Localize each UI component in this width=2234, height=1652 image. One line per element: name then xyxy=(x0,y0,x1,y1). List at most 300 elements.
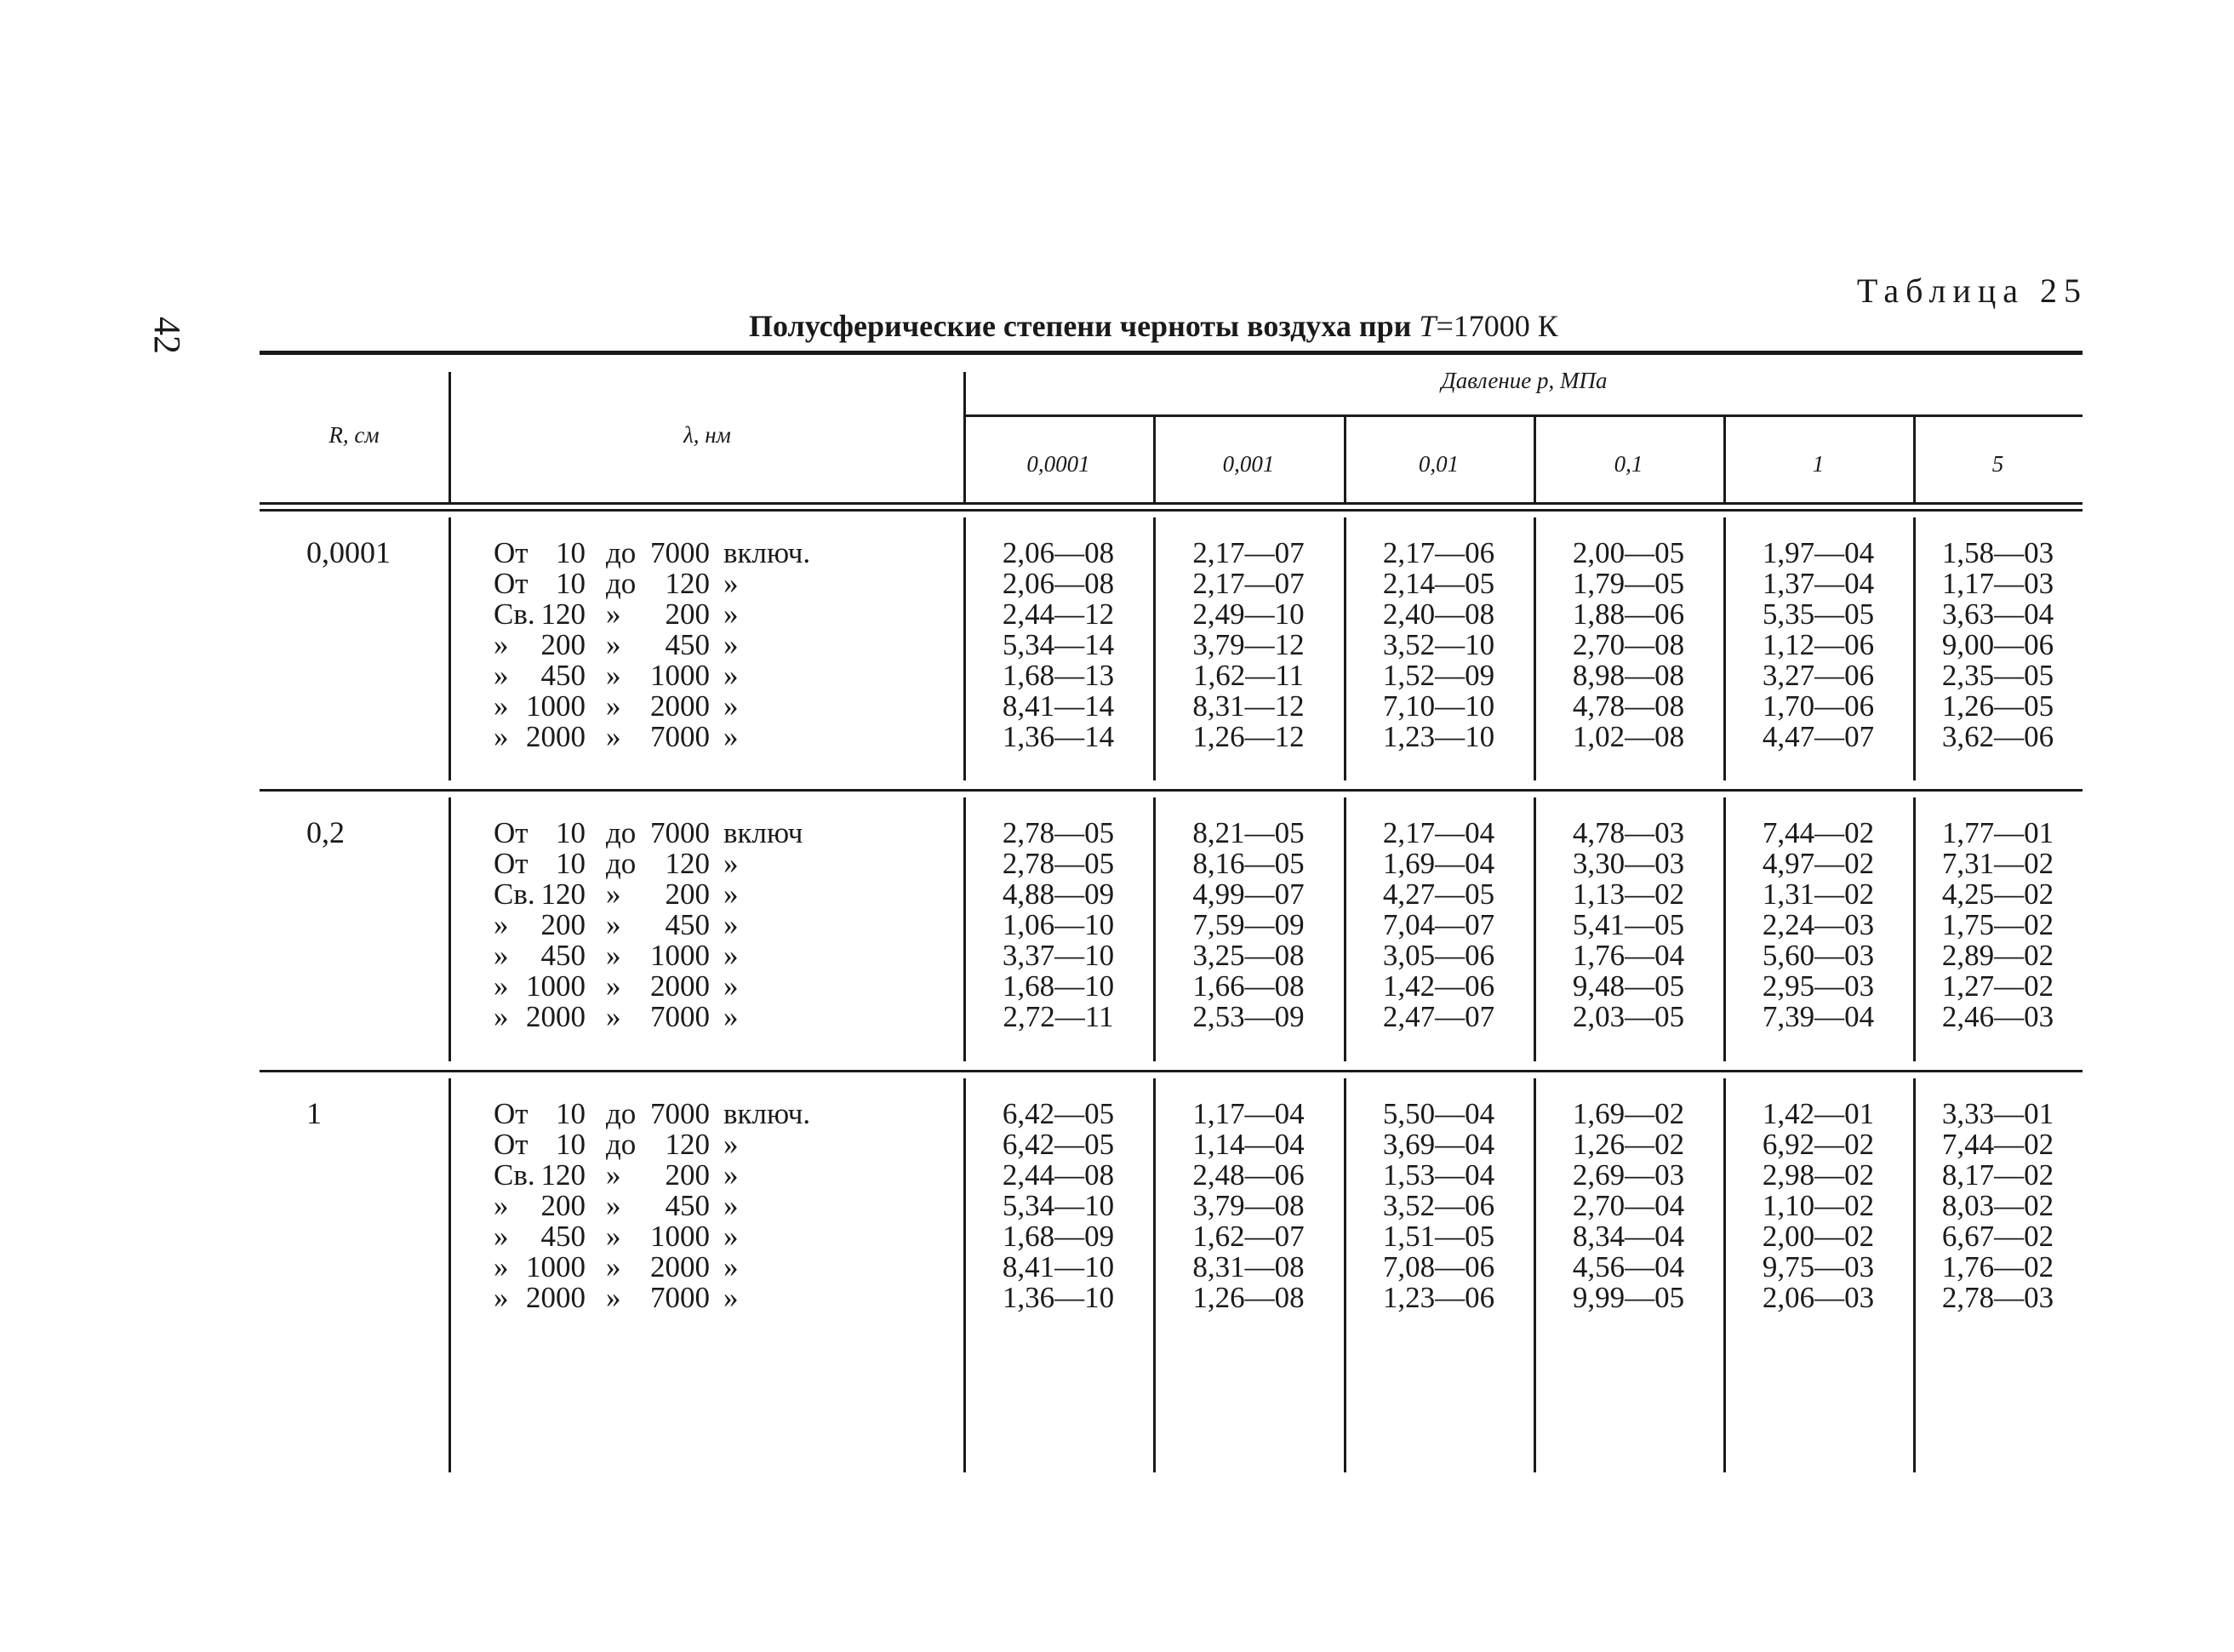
wavelength-range-part: 10 xyxy=(556,847,586,880)
emissivity-column xyxy=(1344,538,1534,752)
emissivity-cell: 7,08—06 xyxy=(1382,1250,1495,1283)
emissivity-cell: 1,58—03 xyxy=(1941,536,2054,569)
emissivity-cell: 2,06—08 xyxy=(1002,567,1115,600)
emissivity-cell: 8,17—02 xyxy=(1941,1158,2054,1192)
emissivity-cell: 2,17—07 xyxy=(1192,567,1305,600)
wavelength-range-row xyxy=(494,879,800,910)
emissivity-cell: 2,46—03 xyxy=(1941,1000,2054,1033)
emissivity-cell: 4,78—03 xyxy=(1572,816,1685,849)
emissivity-cell: 2,89—02 xyxy=(1941,939,2054,972)
wavelength-range-part: » xyxy=(606,1250,621,1283)
emissivity-cell: 8,41—10 xyxy=(1002,1250,1115,1283)
wavelength-range-part: 450 xyxy=(540,939,586,972)
emissivity-cell: 7,10—10 xyxy=(1382,689,1495,723)
emissivity-cell: 1,37—04 xyxy=(1762,567,1875,600)
emissivity-cell: 2,69—03 xyxy=(1572,1158,1685,1192)
wavelength-range-list xyxy=(494,1097,811,1314)
wavelength-range-row xyxy=(494,1002,800,1032)
wavelength-range-part: » xyxy=(494,908,509,941)
emissivity-column xyxy=(1913,538,2083,752)
wavelength-range-part: 10 xyxy=(556,1128,586,1161)
emissivity-cell: 4,88—09 xyxy=(1002,877,1115,911)
emissivity-cell: 1,23—06 xyxy=(1382,1281,1495,1314)
wavelength-range-part: 10 xyxy=(556,567,586,600)
wavelength-range-part: до xyxy=(606,567,637,600)
emissivity-cell: 2,70—04 xyxy=(1572,1189,1685,1222)
wavelength-range-row xyxy=(494,1097,811,1130)
emissivity-cell: 9,75—03 xyxy=(1762,1250,1875,1283)
wavelength-range-part: 120 xyxy=(665,1128,710,1161)
emissivity-cell: 4,56—04 xyxy=(1572,1250,1685,1283)
emissivity-cell: 7,44—02 xyxy=(1762,816,1875,849)
emissivity-cell: 1,26—05 xyxy=(1941,689,2054,723)
wavelength-range-part: 200 xyxy=(665,597,710,631)
header-pressure-value: 0,01 xyxy=(1418,451,1460,477)
emissivity-cell: 3,30—03 xyxy=(1572,847,1685,880)
wavelength-range-part: От xyxy=(494,847,529,880)
wavelength-range-part: » xyxy=(606,1220,621,1253)
emissivity-cell: 1,79—05 xyxy=(1572,567,1685,600)
wavelength-range-part: 1000 xyxy=(526,969,586,1003)
emissivity-cell: 1,70—06 xyxy=(1762,689,1875,723)
wavelength-range-part: » xyxy=(606,689,621,723)
wavelength-range-part: От xyxy=(494,536,529,569)
wavelength-range-part: » xyxy=(606,908,621,941)
emissivity-cell: 5,35—05 xyxy=(1762,597,1875,631)
emissivity-cell: 8,16—05 xyxy=(1192,847,1305,880)
emissivity-cell: 3,52—06 xyxy=(1382,1189,1495,1222)
emissivity-cell: 1,62—07 xyxy=(1192,1220,1305,1253)
wavelength-range-part: » xyxy=(494,1281,509,1314)
wavelength-range-part: » xyxy=(723,659,739,692)
wavelength-range-part: Св. xyxy=(494,597,535,631)
wavelength-range-part: 450 xyxy=(665,908,710,941)
wavelength-range-row xyxy=(494,1252,800,1283)
wavelength-range-part: включ. xyxy=(723,1097,811,1130)
wavelength-range-row xyxy=(494,1129,800,1160)
emissivity-cell: 1,12—06 xyxy=(1762,628,1875,661)
wavelength-range-part: до xyxy=(606,847,637,880)
wavelength-range-part: » xyxy=(723,1189,739,1222)
wavelength-range-part: 200 xyxy=(540,628,586,661)
emissivity-cell: 2,72—11 xyxy=(1003,1000,1114,1033)
emissivity-cell: 1,68—13 xyxy=(1002,659,1115,692)
emissivity-cell: 5,50—04 xyxy=(1382,1097,1495,1130)
emissivity-cell: 5,60—03 xyxy=(1762,939,1875,972)
emissivity-cell: 2,03—05 xyxy=(1572,1000,1685,1033)
vline-body xyxy=(449,1078,451,1472)
wavelength-range-part: 200 xyxy=(665,1158,710,1192)
wavelength-range-part: до xyxy=(606,1097,637,1130)
emissivity-cell: 2,40—08 xyxy=(1382,597,1495,631)
wavelength-range-part: » xyxy=(723,597,739,631)
r-value: 1 xyxy=(306,1096,322,1130)
wavelength-range-part: » xyxy=(723,1000,739,1033)
emissivity-cell: 7,39—04 xyxy=(1762,1000,1875,1033)
wavelength-range-part: 450 xyxy=(665,1189,710,1222)
emissivity-cell: 5,41—05 xyxy=(1572,908,1685,941)
emissivity-cell: 1,69—02 xyxy=(1572,1097,1685,1130)
wavelength-range-part: » xyxy=(723,1220,739,1253)
wavelength-range-part: Св. xyxy=(494,877,535,911)
wavelength-range-part: » xyxy=(723,877,739,911)
wavelength-range-row xyxy=(494,1191,800,1221)
emissivity-cell: 2,35—05 xyxy=(1941,659,2054,692)
emissivity-cell: 3,37—10 xyxy=(1002,939,1115,972)
emissivity-cell: 2,78—05 xyxy=(1002,816,1115,849)
emissivity-column xyxy=(1344,818,1534,1032)
emissivity-column xyxy=(1723,538,1913,752)
wavelength-range-row xyxy=(494,660,800,691)
emissivity-cell: 9,00—06 xyxy=(1941,628,2054,661)
emissivity-cell: 2,14—05 xyxy=(1382,567,1495,600)
emissivity-column xyxy=(1723,818,1913,1032)
emissivity-cell: 7,04—07 xyxy=(1382,908,1495,941)
emissivity-cell: 1,76—04 xyxy=(1572,939,1685,972)
wavelength-range-part: 120 xyxy=(540,597,586,631)
wavelength-range-part: 1000 xyxy=(650,939,710,972)
wavelength-range-row xyxy=(494,691,800,722)
emissivity-cell: 3,25—08 xyxy=(1192,939,1305,972)
wavelength-range-part: 10 xyxy=(556,1097,586,1130)
emissivity-cell: 1,14—04 xyxy=(1192,1128,1305,1161)
wavelength-range-part: 7000 xyxy=(650,816,710,849)
emissivity-cell: 5,34—10 xyxy=(1002,1189,1115,1222)
emissivity-cell: 2,00—05 xyxy=(1572,536,1685,569)
page-number: 42 xyxy=(146,317,188,354)
emissivity-column xyxy=(1153,538,1344,752)
emissivity-cell: 8,41—14 xyxy=(1002,689,1115,723)
header-pressure-value: 0,001 xyxy=(1222,451,1275,477)
r-value: 0,0001 xyxy=(306,535,391,569)
emissivity-cell: 4,27—05 xyxy=(1382,877,1495,911)
wavelength-range-part: 2000 xyxy=(526,1000,586,1033)
wavelength-range-part: включ xyxy=(723,816,803,849)
wavelength-range-part: » xyxy=(494,720,509,753)
emissivity-cell: 4,78—08 xyxy=(1572,689,1685,723)
emissivity-cell: 2,17—04 xyxy=(1382,816,1495,849)
wavelength-range-row xyxy=(494,816,803,849)
emissivity-cell: 4,99—07 xyxy=(1192,877,1305,911)
wavelength-range-row xyxy=(494,910,800,940)
emissivity-cell: 1,26—02 xyxy=(1572,1128,1685,1161)
wavelength-range-part: 200 xyxy=(665,877,710,911)
emissivity-cell: 3,05—06 xyxy=(1382,939,1495,972)
wavelength-range-row xyxy=(494,940,800,971)
wavelength-range-part: » xyxy=(723,720,739,753)
emissivity-cell: 4,47—07 xyxy=(1762,720,1875,753)
emissivity-cell: 8,34—04 xyxy=(1572,1220,1685,1253)
emissivity-column xyxy=(1534,818,1723,1032)
header-pressure: Давление p, МПа xyxy=(1441,368,1608,393)
wavelength-range-part: 1000 xyxy=(650,659,710,692)
table-title-text: Полусферические степени черноты воздуха при xyxy=(749,309,1420,343)
table-title-variable: T xyxy=(1419,309,1437,343)
emissivity-cell: 3,69—04 xyxy=(1382,1128,1495,1161)
wavelength-range-part: 10 xyxy=(556,536,586,569)
emissivity-cell: 1,26—08 xyxy=(1192,1281,1305,1314)
emissivity-cell: 3,33—01 xyxy=(1941,1097,2054,1130)
emissivity-cell: 2,53—09 xyxy=(1192,1000,1305,1033)
emissivity-cell: 1,97—04 xyxy=(1762,536,1875,569)
emissivity-cell: 8,98—08 xyxy=(1572,659,1685,692)
wavelength-range-part: » xyxy=(606,939,621,972)
emissivity-column xyxy=(963,1099,1153,1313)
wavelength-range-part: 7000 xyxy=(650,1000,710,1033)
emissivity-cell: 8,03—02 xyxy=(1941,1189,2054,1222)
emissivity-cell: 2,44—12 xyxy=(1002,597,1115,631)
wavelength-range-part: 1000 xyxy=(526,1250,586,1283)
emissivity-cell: 1,75—02 xyxy=(1941,908,2054,941)
emissivity-cell: 6,67—02 xyxy=(1941,1220,2054,1253)
emissivity-cell: 7,59—09 xyxy=(1192,908,1305,941)
emissivity-cell: 2,24—03 xyxy=(1762,908,1875,941)
wavelength-range-part: » xyxy=(606,628,621,661)
emissivity-cell: 1,06—10 xyxy=(1002,908,1115,941)
wavelength-range-row xyxy=(494,599,800,630)
emissivity-cell: 8,31—08 xyxy=(1192,1250,1305,1283)
emissivity-cell: 1,88—06 xyxy=(1572,597,1685,631)
emissivity-cell: 6,92—02 xyxy=(1762,1128,1875,1161)
emissivity-cell: 8,21—05 xyxy=(1192,816,1305,849)
table-top-rule xyxy=(260,351,2083,355)
wavelength-range-part: 120 xyxy=(665,567,710,600)
data-table xyxy=(260,351,2083,1481)
emissivity-cell: 1,62—11 xyxy=(1193,659,1304,692)
wavelength-range-list xyxy=(494,816,803,1033)
wavelength-range-part: » xyxy=(723,1281,739,1314)
emissivity-cell: 7,44—02 xyxy=(1941,1128,2054,1161)
wavelength-range-part: » xyxy=(723,1250,739,1283)
wavelength-range-part: » xyxy=(494,628,509,661)
wavelength-range-part: 10 xyxy=(556,816,586,849)
wavelength-range-part: » xyxy=(494,689,509,723)
emissivity-cell: 1,42—01 xyxy=(1762,1097,1875,1130)
emissivity-cell: 1,68—09 xyxy=(1002,1220,1115,1253)
wavelength-range-part: 2000 xyxy=(650,969,710,1003)
header-pressure-value: 0,1 xyxy=(1614,451,1643,477)
emissivity-cell: 2,44—08 xyxy=(1002,1158,1115,1192)
wavelength-range-part: » xyxy=(723,939,739,972)
emissivity-cell: 2,06—08 xyxy=(1002,536,1115,569)
emissivity-cell: 1,13—02 xyxy=(1572,877,1685,911)
wavelength-range-row xyxy=(494,849,800,879)
group-separator-1 xyxy=(260,789,2083,792)
wavelength-range-part: 450 xyxy=(665,628,710,661)
wavelength-range-part: » xyxy=(494,1189,509,1222)
wavelength-range-part: » xyxy=(723,689,739,723)
wavelength-range-part: 200 xyxy=(540,908,586,941)
wavelength-range-part: Св. xyxy=(494,1158,535,1192)
header-lambda: λ, нм xyxy=(683,422,731,448)
wavelength-range-part: » xyxy=(723,567,739,600)
emissivity-cell: 1,53—04 xyxy=(1382,1158,1495,1192)
emissivity-column xyxy=(1723,1099,1913,1313)
emissivity-cell: 1,51—05 xyxy=(1382,1220,1495,1253)
wavelength-range-part: » xyxy=(723,969,739,1003)
header-bottom-rule xyxy=(260,502,2083,505)
wavelength-range-list xyxy=(494,536,811,753)
header-pressure-value: 5 xyxy=(1991,451,2004,477)
emissivity-cell: 1,23—10 xyxy=(1382,720,1495,753)
wavelength-range-row xyxy=(494,1283,800,1313)
wavelength-range-part: От xyxy=(494,1128,529,1161)
emissivity-cell: 7,31—02 xyxy=(1941,847,2054,880)
wavelength-range-part: » xyxy=(723,1158,739,1192)
wavelength-range-part: » xyxy=(606,597,621,631)
emissivity-column xyxy=(1913,1099,2083,1313)
wavelength-range-part: » xyxy=(606,969,621,1003)
emissivity-column xyxy=(963,818,1153,1032)
wavelength-range-part: От xyxy=(494,816,529,849)
wavelength-range-part: 2000 xyxy=(650,689,710,723)
emissivity-cell: 2,78—03 xyxy=(1941,1281,2054,1314)
emissivity-column xyxy=(963,538,1153,752)
wavelength-range-part: 7000 xyxy=(650,1281,710,1314)
wavelength-range-part: 2000 xyxy=(526,1281,586,1314)
emissivity-column xyxy=(1153,1099,1344,1313)
header-bottom-rule-2 xyxy=(260,509,2083,512)
emissivity-cell: 3,79—08 xyxy=(1192,1189,1305,1222)
emissivity-column xyxy=(1344,1099,1534,1313)
emissivity-cell: 1,77—01 xyxy=(1941,816,2054,849)
wavelength-range-part: » xyxy=(723,628,739,661)
wavelength-range-part: 1000 xyxy=(650,1220,710,1253)
wavelength-range-part: 450 xyxy=(540,659,586,692)
wavelength-range-part: » xyxy=(723,1128,739,1161)
wavelength-range-part: до xyxy=(606,536,637,569)
wavelength-range-part: до xyxy=(606,1128,637,1161)
emissivity-cell: 8,31—12 xyxy=(1192,689,1305,723)
wavelength-range-part: 2000 xyxy=(650,1250,710,1283)
emissivity-cell: 2,06—03 xyxy=(1762,1281,1875,1314)
header-pressure-value: 0,0001 xyxy=(1026,451,1090,477)
wavelength-range-row xyxy=(494,722,800,752)
wavelength-range-part: » xyxy=(606,720,621,753)
wavelength-range-part: 120 xyxy=(540,877,586,911)
wavelength-range-part: 200 xyxy=(540,1189,586,1222)
emissivity-cell: 2,78—05 xyxy=(1002,847,1115,880)
emissivity-cell: 1,69—04 xyxy=(1382,847,1495,880)
emissivity-cell: 4,97—02 xyxy=(1762,847,1875,880)
emissivity-cell: 2,17—06 xyxy=(1382,536,1495,569)
emissivity-cell: 1,31—02 xyxy=(1762,877,1875,911)
table-title-value: =17000 К xyxy=(1436,309,1558,343)
wavelength-range-row xyxy=(494,1160,800,1191)
wavelength-range-part: » xyxy=(606,1189,621,1222)
table-title xyxy=(749,308,1558,344)
r-value: 0,2 xyxy=(306,815,345,849)
emissivity-cell: 3,27—06 xyxy=(1762,659,1875,692)
emissivity-cell: 2,17—07 xyxy=(1192,536,1305,569)
wavelength-range-row xyxy=(494,569,800,599)
emissivity-cell: 2,49—10 xyxy=(1192,597,1305,631)
wavelength-range-part: до xyxy=(606,816,637,849)
emissivity-cell: 3,79—12 xyxy=(1192,628,1305,661)
wavelength-range-part: » xyxy=(494,659,509,692)
wavelength-range-part: От xyxy=(494,1097,529,1130)
emissivity-cell: 2,70—08 xyxy=(1572,628,1685,661)
emissivity-cell: 1,36—10 xyxy=(1002,1281,1115,1314)
emissivity-cell: 2,00—02 xyxy=(1762,1220,1875,1253)
table-label: Таблица 25 xyxy=(1856,272,2088,310)
wavelength-range-part: » xyxy=(723,847,739,880)
emissivity-cell: 1,27—02 xyxy=(1941,969,2054,1003)
wavelength-range-part: 7000 xyxy=(650,536,710,569)
emissivity-cell: 1,17—03 xyxy=(1941,567,2054,600)
emissivity-cell: 1,68—10 xyxy=(1002,969,1115,1003)
emissivity-column xyxy=(1534,538,1723,752)
emissivity-cell: 1,42—06 xyxy=(1382,969,1495,1003)
emissivity-column xyxy=(1534,1099,1723,1313)
wavelength-range-part: » xyxy=(606,1158,621,1192)
wavelength-range-part: » xyxy=(606,1281,621,1314)
wavelength-range-part: » xyxy=(494,1000,509,1033)
emissivity-cell: 2,48—06 xyxy=(1192,1158,1305,1192)
wavelength-range-row xyxy=(494,630,800,660)
wavelength-range-part: 1000 xyxy=(526,689,586,723)
emissivity-cell: 1,36—14 xyxy=(1002,720,1115,753)
wavelength-range-part: » xyxy=(494,1220,509,1253)
emissivity-cell: 1,17—04 xyxy=(1192,1097,1305,1130)
vline-body xyxy=(449,517,451,780)
wavelength-range-part: » xyxy=(494,969,509,1003)
wavelength-range-row xyxy=(494,536,811,569)
emissivity-cell: 2,98—02 xyxy=(1762,1158,1875,1192)
emissivity-cell: 1,76—02 xyxy=(1941,1250,2054,1283)
emissivity-cell: 3,62—06 xyxy=(1941,720,2054,753)
wavelength-range-part: » xyxy=(723,908,739,941)
vline-body xyxy=(449,797,451,1061)
wavelength-range-part: 450 xyxy=(540,1220,586,1253)
wavelength-range-part: включ. xyxy=(723,536,811,569)
emissivity-cell: 1,66—08 xyxy=(1192,969,1305,1003)
emissivity-cell: 3,52—10 xyxy=(1382,628,1495,661)
emissivity-cell: 9,48—05 xyxy=(1572,969,1685,1003)
wavelength-range-part: » xyxy=(606,877,621,911)
emissivity-cell: 1,26—12 xyxy=(1192,720,1305,753)
group-separator-2 xyxy=(260,1070,2083,1072)
emissivity-cell: 6,42—05 xyxy=(1002,1128,1115,1161)
wavelength-range-part: 7000 xyxy=(650,1097,710,1130)
wavelength-range-part: 7000 xyxy=(650,720,710,753)
emissivity-cell: 1,02—08 xyxy=(1572,720,1685,753)
wavelength-range-part: » xyxy=(606,659,621,692)
wavelength-range-part: 2000 xyxy=(526,720,586,753)
wavelength-range-part: От xyxy=(494,567,529,600)
wavelength-range-row xyxy=(494,971,800,1002)
emissivity-cell: 3,63—04 xyxy=(1941,597,2054,631)
emissivity-cell: 9,99—05 xyxy=(1572,1281,1685,1314)
emissivity-cell: 5,34—14 xyxy=(1002,628,1115,661)
emissivity-cell: 4,25—02 xyxy=(1941,877,2054,911)
header-r: R, см xyxy=(329,422,380,448)
emissivity-column xyxy=(1913,818,2083,1032)
wavelength-range-part: » xyxy=(606,1000,621,1033)
wavelength-range-part: » xyxy=(494,1250,509,1283)
emissivity-cell: 2,95—03 xyxy=(1762,969,1875,1003)
emissivity-cell: 1,10—02 xyxy=(1762,1189,1875,1222)
emissivity-column xyxy=(1153,818,1344,1032)
header-pressure-value: 1 xyxy=(1812,451,1825,477)
wavelength-range-row xyxy=(494,1221,800,1252)
emissivity-cell: 6,42—05 xyxy=(1002,1097,1115,1130)
emissivity-cell: 1,52—09 xyxy=(1382,659,1495,692)
wavelength-range-part: » xyxy=(494,939,509,972)
emissivity-cell: 2,47—07 xyxy=(1382,1000,1495,1033)
wavelength-range-part: 120 xyxy=(665,847,710,880)
wavelength-range-part: 120 xyxy=(540,1158,586,1192)
